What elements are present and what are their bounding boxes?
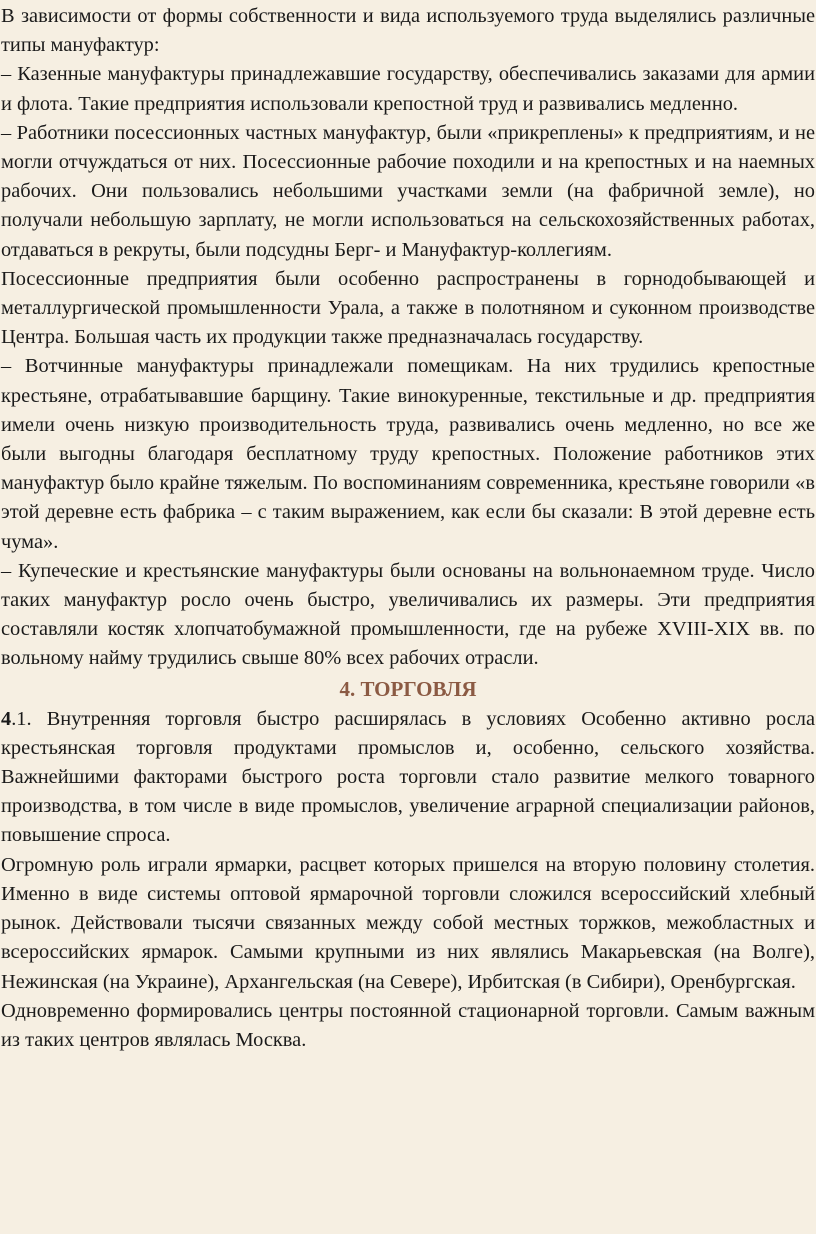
- state-manufactures-paragraph: – Казенные мануфактуры принадлежавшие государству, обеспечивались заказами для армии и флота. Такие предприятия использовали крепостной труд и развивались медленно.: [1, 63, 815, 115]
- section-number: 4: [1, 707, 12, 730]
- possessional-manufactures-paragraph: – Работники посессионных частных мануфактур, были «прикреплены» к предприятиям, и не могли отчуждаться от них. Посессионные рабочие походили и на крепостных и на наемных рабочих. Они пользовались небольшими участками земли (на фабричной земле), но получали небольшую зарплату, не могли использоваться на сельскохозяйственных работах, отдаваться в рекруты, были подсудны Берг- и Мануфактур-коллегиям.: [1, 121, 815, 261]
- patrimonial-manufactures-paragraph: – Вотчинные мануфактуры принадлежали помещикам. На них трудились крепостные крестьяне, отрабатывавшие барщину. Такие винокуренные, текстильные и др. предприятия имели очень низкую производительность труда, развивались очень медленно, но все же были выгодны благодаря бесплатному труду крепостных. Положение работников этих мануфактур было крайне тяжелым. По воспоминаниям современника, крестьяне говорили «в этой деревне есть фабрика – с таким выражением, как если бы сказали: В этой деревне есть чума».: [1, 355, 815, 553]
- merchant-manufactures-paragraph: – Купеческие и крестьянские мануфактуры были основаны на вольнонаемном труде. Число таких мануфактур росло очень быстро, увеличивались их размеры. Эти предприятия составляли костяк хлопчатобумажной промышленности, где на рубеже XVIII-XIX вв. по вольному найму трудились свыше 80% всех рабочих отрасли.: [1, 559, 815, 670]
- section-heading-trade: 4. ТОРГОВЛЯ: [339, 676, 477, 701]
- trade-paragraph-1-text: .1. Внутренняя торговля быстро расширялась в условиях Особенно активно росла крестьянская торговля продуктами промыслов и, особенно, сельского хозяйства. Важнейшими факторами быстрого роста торговли стало развитие мелкого товарного производства, в том числе в виде промыслов, увеличение аграрной специализации районов, повышение спроса.: [1, 707, 815, 847]
- fairs-paragraph: Огромную роль играли ярмарки, расцвет которых пришелся на вторую половину столетия. Именно в виде системы оптовой ярмарочной торговли сложился всероссийский хлебный рынок. Действовали тысячи связанных между собой местных торжков, межобластных и всероссийских ярмарок. Самыми крупными из них являлись Макарьевская (на Волге), Нежинская (на Украине), Архангельская (на Севере), Ирбитская (в Сибири), Оренбургская.: [1, 853, 815, 993]
- stationary-trade-paragraph: Одновременно формировались центры постоянной стационарной торговли. Самым важным из таких центров являлась Москва.: [1, 999, 815, 1051]
- possessional-enterprises-paragraph: Посессионные предприятия были особенно распространены в горнодобывающей и металлургической промышленности Урала, а также в полотняном и суконном производстве Центра. Большая часть их продукции также предназначалась государству.: [1, 267, 815, 349]
- manufacture-types-intro: В зависимости от формы собственности и вида используемого труда выделялись различные типы мануфактур:: [1, 5, 815, 57]
- trade-paragraph-1: [1, 705, 815, 851]
